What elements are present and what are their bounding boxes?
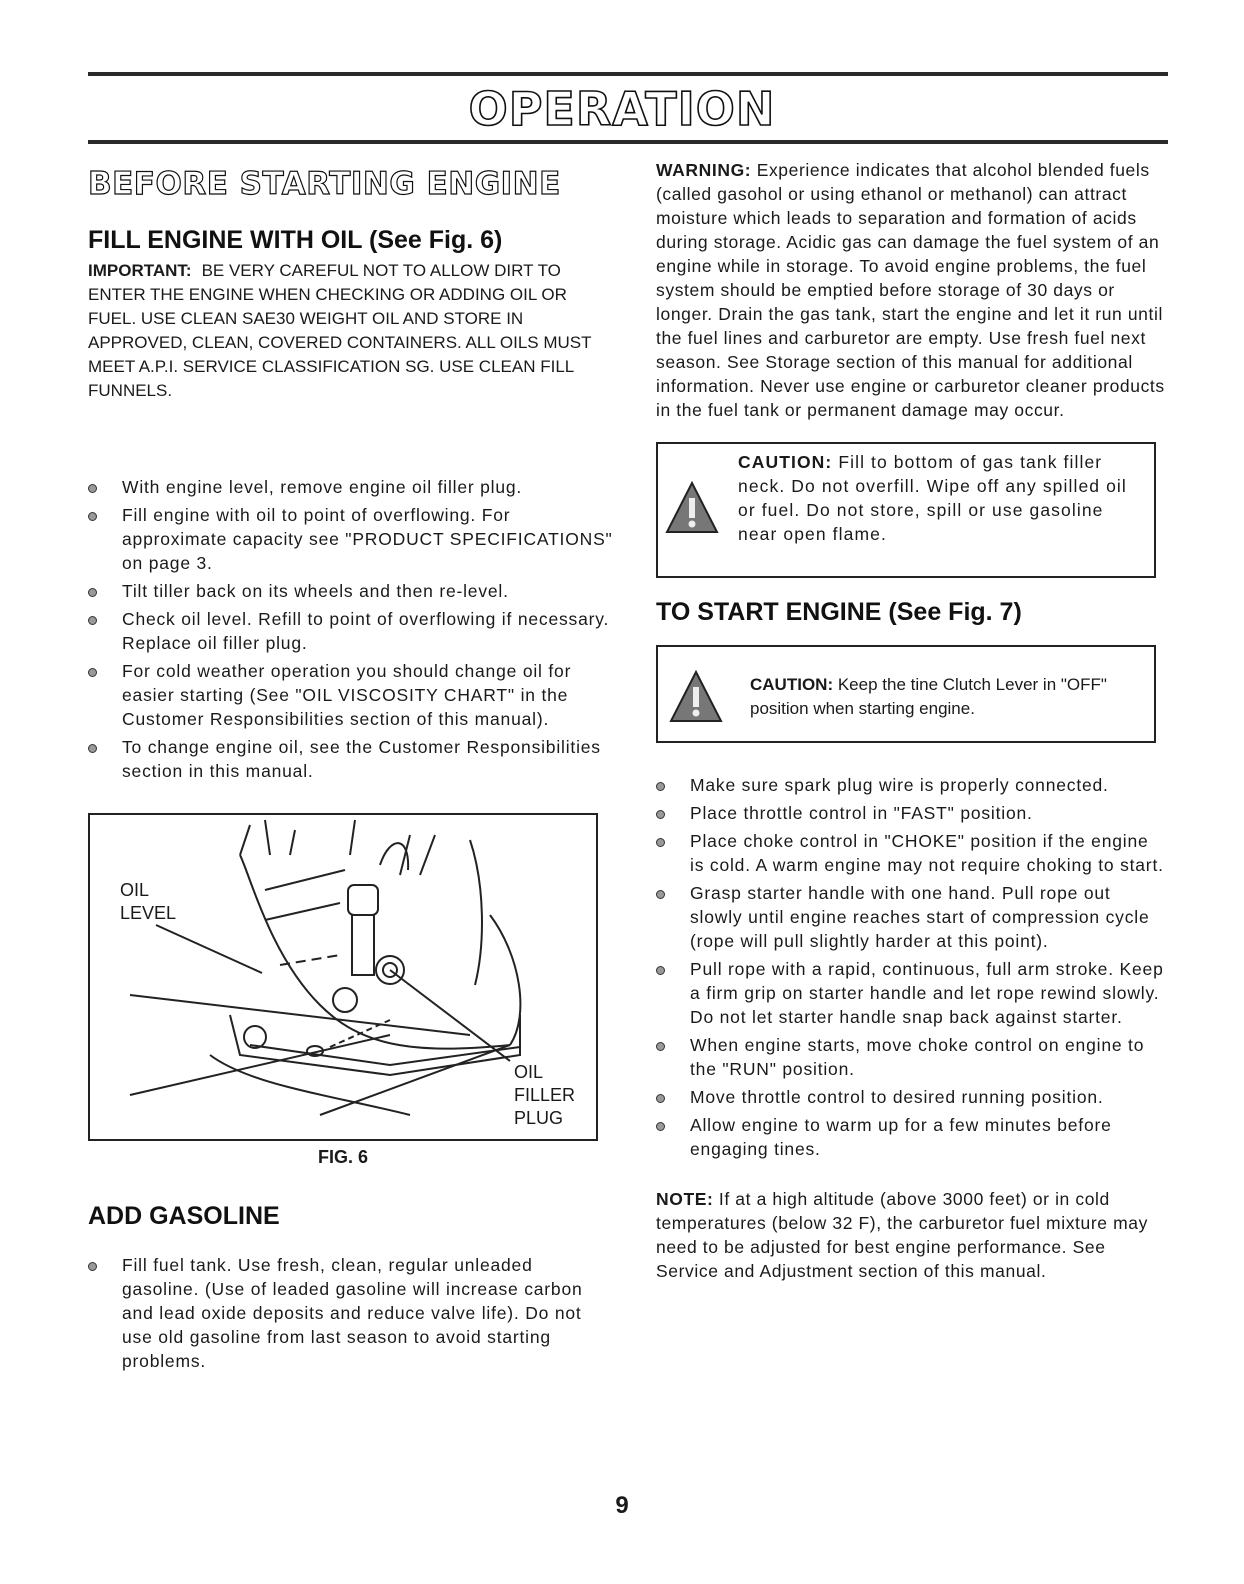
list-item: Place throttle control in "FAST" position. (656, 801, 1168, 825)
note-text: If at a high altitude (above 3000 feet) or in cold temperatures (below 32 F), the carburetor fuel mixture may need to be adjusted for best engine performance. See Service and Adjustment section of this manual. (656, 1189, 1148, 1281)
start-engine-heading: TO START ENGINE (See Fig. 7) (656, 598, 1022, 626)
warning-text: Experience indicates that alcohol blended fuels (called gasohol or using ethanol or methanol) can attract moisture which leads to separation and formation of acids during storage. Acidic gas can damage the fuel system of an engine while in storage. To avoid engine problems, the fuel system should be emptied before storage of 30 days or longer. Drain the gas tank, start the engine and let it run until the fuel lines and carburetor are empty. Use fresh fuel next season. See Storage section of this manual for additional information. Never use engine or carburetor cleaner products in the fuel tank or permanent damage may occur. (656, 160, 1165, 420)
list-item: Move throttle control to desired running position. (656, 1085, 1168, 1109)
list-item: To change engine oil, see the Customer Responsibilities section in this manual. (88, 735, 614, 783)
list-item: With engine level, remove engine oil filler plug. (88, 475, 614, 499)
list-item: Tilt tiller back on its wheels and then re-level. (88, 579, 614, 603)
figure-6 (88, 813, 598, 1141)
bullet-icon (656, 1122, 665, 1131)
list-item: Fill fuel tank. Use fresh, clean, regular unleaded gasoline. (Use of leaded gasoline will increase carbon and lead oxide deposits and reduce valve life). Do not use old gasoline from last season to avoid starting problems. (88, 1253, 614, 1373)
bullet-icon (656, 810, 665, 819)
bullet-icon (88, 1262, 97, 1271)
oil-level-label: OIL LEVEL (120, 880, 177, 923)
list-item: Pull rope with a rapid, continuous, full arm stroke. Keep a firm grip on starter handle and let rope rewind slowly. Do not let starter handle snap back against starter. (656, 957, 1168, 1029)
figure-caption: FIG. 6 (317, 1147, 368, 1167)
bullet-icon (88, 484, 97, 493)
warning-triangle-icon (668, 669, 724, 725)
bullet-icon (88, 744, 97, 753)
top-rule (88, 72, 1168, 76)
bullet-icon (656, 890, 665, 899)
bullet-icon (88, 616, 97, 625)
list-item: For cold weather operation you should change oil for easier starting (See "OIL VISCOSITY CHART" in the Customer Responsibilities section of this manual). (88, 659, 614, 731)
warning-paragraph (656, 158, 1168, 422)
list-item: When engine starts, move choke control on engine to the "RUN" position. (656, 1033, 1168, 1081)
left-column (88, 158, 614, 1377)
important-text: BE VERY CAREFUL NOT TO ALLOW DIRT TO ENTER THE ENGINE WHEN CHECKING OR ADDING OIL OR FUEL. USE CLEAN SAE30 WEIGHT OIL AND STORE IN APPROVED, CLEAN, COVERED CONTAINERS. ALL OILS MUST MEET A.P.I. SERVICE CLASSIFICATION SG. USE CLEAN FILL FUNNELS. (88, 261, 592, 400)
start-engine-steps (656, 773, 1168, 1161)
important-label: IMPORTANT: (88, 261, 192, 280)
section-title: BEFORE STARTING ENGINE (88, 166, 561, 202)
bullet-icon (656, 1094, 665, 1103)
warning-label: WARNING: (656, 160, 752, 180)
list-item: Fill engine with oil to point of overflowing. For approximate capacity see "PRODUCT SPECIFICATIONS" on page 3. (88, 503, 614, 575)
title-rule (88, 140, 1168, 144)
list-item: Place choke control in "CHOKE" position if the engine is cold. A warm engine may not require choking to start. (656, 829, 1168, 877)
list-item: Make sure spark plug wire is properly connected. (656, 773, 1168, 797)
caution-box-fuel (656, 442, 1156, 578)
bullet-icon (88, 588, 97, 597)
bullet-icon (88, 668, 97, 677)
bullet-icon (656, 1042, 665, 1051)
add-gasoline-heading: ADD GASOLINE (88, 1202, 280, 1230)
caution-fuel-text: CAUTION: Fill to bottom of gas tank filler neck. Do not overfill. Wipe off any spilled oil or fuel. Do not store, spill or use gasoline near open flame. (738, 452, 1127, 544)
gasoline-steps (88, 1253, 614, 1373)
fill-oil-steps (88, 475, 614, 783)
right-column (656, 158, 1168, 1283)
note-label: NOTE: (656, 1189, 714, 1209)
page-title: OPERATION (468, 82, 776, 136)
bullet-icon (656, 966, 665, 975)
caution-clutch-text: CAUTION: Keep the tine Clutch Lever in "OFF" position when starting engine. (750, 675, 1107, 718)
list-item: Allow engine to warm up for a few minutes before engaging tines. (656, 1113, 1168, 1161)
important-note (88, 259, 614, 403)
list-item: Grasp starter handle with one hand. Pull rope out slowly until engine reaches start of compression cycle (rope will pull slightly harder at this point). (656, 881, 1168, 953)
note-paragraph (656, 1187, 1168, 1283)
page-number: 9 (615, 1492, 629, 1519)
caution-box-clutch (656, 645, 1156, 743)
fill-oil-heading: FILL ENGINE WITH OIL (See Fig. 6) (88, 226, 503, 254)
warning-triangle-icon (664, 480, 720, 536)
bullet-icon (656, 782, 665, 791)
oil-filler-plug-label: OIL FILLER PLUG (514, 1062, 576, 1128)
list-item: Check oil level. Refill to point of overflowing if necessary. Replace oil filler plug. (88, 607, 614, 655)
bullet-icon (88, 512, 97, 521)
bullet-icon (656, 838, 665, 847)
